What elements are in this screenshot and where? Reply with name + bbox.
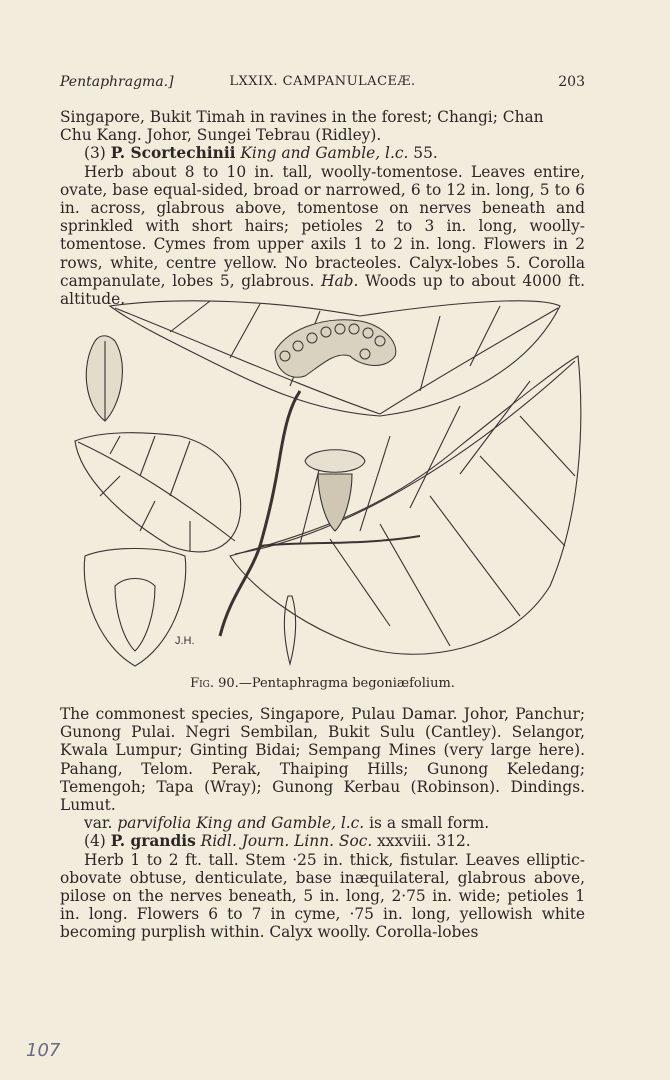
botanical-illustration	[60, 296, 590, 671]
species-3-ref: 55.	[413, 144, 438, 163]
species-4-authority: Ridl. Journ. Linn. Soc.	[200, 832, 373, 851]
inflorescence	[275, 320, 396, 378]
species-3-text	[60, 108, 585, 308]
species-4-text	[60, 705, 585, 942]
intro-line-1: Singapore, Bukit Timah in ravines in the forest; Changi; Chan	[60, 108, 544, 126]
large-leaf-right	[230, 356, 581, 654]
intro-line-2: Chu Kang. Johor, Sungei Tebrau (Ridley).	[60, 126, 382, 145]
species-4-number: (4)	[84, 832, 106, 851]
species-4-description: Herb 1 to 2 ft. tall. Stem ·25 in. thick, fistular. Leaves elliptic-obovate obtuse, denticulate, base inæquilateral, glabrous above, pilose on the nerves beneath, 5 in. long, 2·75 in. wide; petioles 1 in. long. Flowers 6 to 7 in cyme, ·75 in. long, yellowish white becoming purplish within. Calyx woolly. Corolla-lobes	[60, 850, 585, 942]
section-title: LXXIX. CAMPANULACEÆ.	[229, 74, 416, 89]
page-number: 203	[558, 74, 585, 90]
variety-line	[60, 814, 585, 832]
species-3-name: P. Scortechinii	[110, 144, 236, 163]
figure-caption-text: —Pentaphragma begoniæfolium.	[238, 676, 455, 691]
figure-caption	[60, 676, 585, 691]
variety-text: is a small form.	[369, 814, 490, 833]
stamen-detail	[284, 596, 295, 664]
species-3-authority: King and Gamble, l.c.	[240, 144, 409, 163]
species-4-ref: xxxviii. 312.	[377, 832, 471, 851]
artist-initials: J.H.	[175, 635, 195, 647]
species-4-heading	[60, 832, 585, 850]
page-header	[60, 74, 585, 98]
species-3-description	[60, 163, 585, 309]
species-3-heading	[60, 144, 585, 162]
variety-name: parvifolia King and Gamble, l.c.	[117, 814, 365, 833]
branch	[260, 536, 420, 546]
variety-prefix: var.	[84, 814, 113, 833]
top-leaf	[110, 301, 560, 416]
small-leaf-top-left	[86, 336, 122, 421]
species-4-name: P. grandis	[110, 832, 196, 851]
running-title: Pentaphragma.]	[60, 74, 174, 90]
species-3-desc-a: Herb about 8 to 10 in. tall, woolly-tomentose. Leaves entire, ovate, base equal-sided, broad or narrowed, 6 to 12 in. long, 5 to 6 in. across, glabrous above, tomentose on nerves beneath and sprinkled with short hairs; petioles 2 to 3 in. long, woolly-tomentose. Cymes from upper axils 1 to 2 in. long. Flowers in 2 rows, white, centre yellow. No bracteoles. Calyx-lobes 5. Corolla campanulate, lobes 5, glabrous.	[60, 162, 585, 290]
flower-section-bottom-left	[84, 549, 186, 667]
distribution-paragraph: The commonest species, Singapore, Pulau Damar. Johor, Panchur; Gunong Pulai. Negri Sembilan, Bukit Sulu (Cantley). Selangor, Kwala Lumpur; Ginting Bidai; Sempang Mines (very large here). Pahang, Telom. Perak, Thaiping Hills; Gunong Keledang; Temengoh; Tapa (Wray); Gunong Kerbau (Robinson). Dindings. Lumut.	[60, 705, 585, 815]
hab-label: Hab.	[321, 271, 359, 290]
figure-number: Fig. 90.	[190, 676, 239, 691]
species-3-number: (3)	[84, 144, 106, 163]
main-stem	[220, 391, 300, 636]
leaf-left	[75, 433, 241, 552]
species-3-desc-b: Woods up to about 4000 ft. altitude.	[60, 271, 585, 309]
handwritten-note: 107	[26, 1040, 61, 1061]
